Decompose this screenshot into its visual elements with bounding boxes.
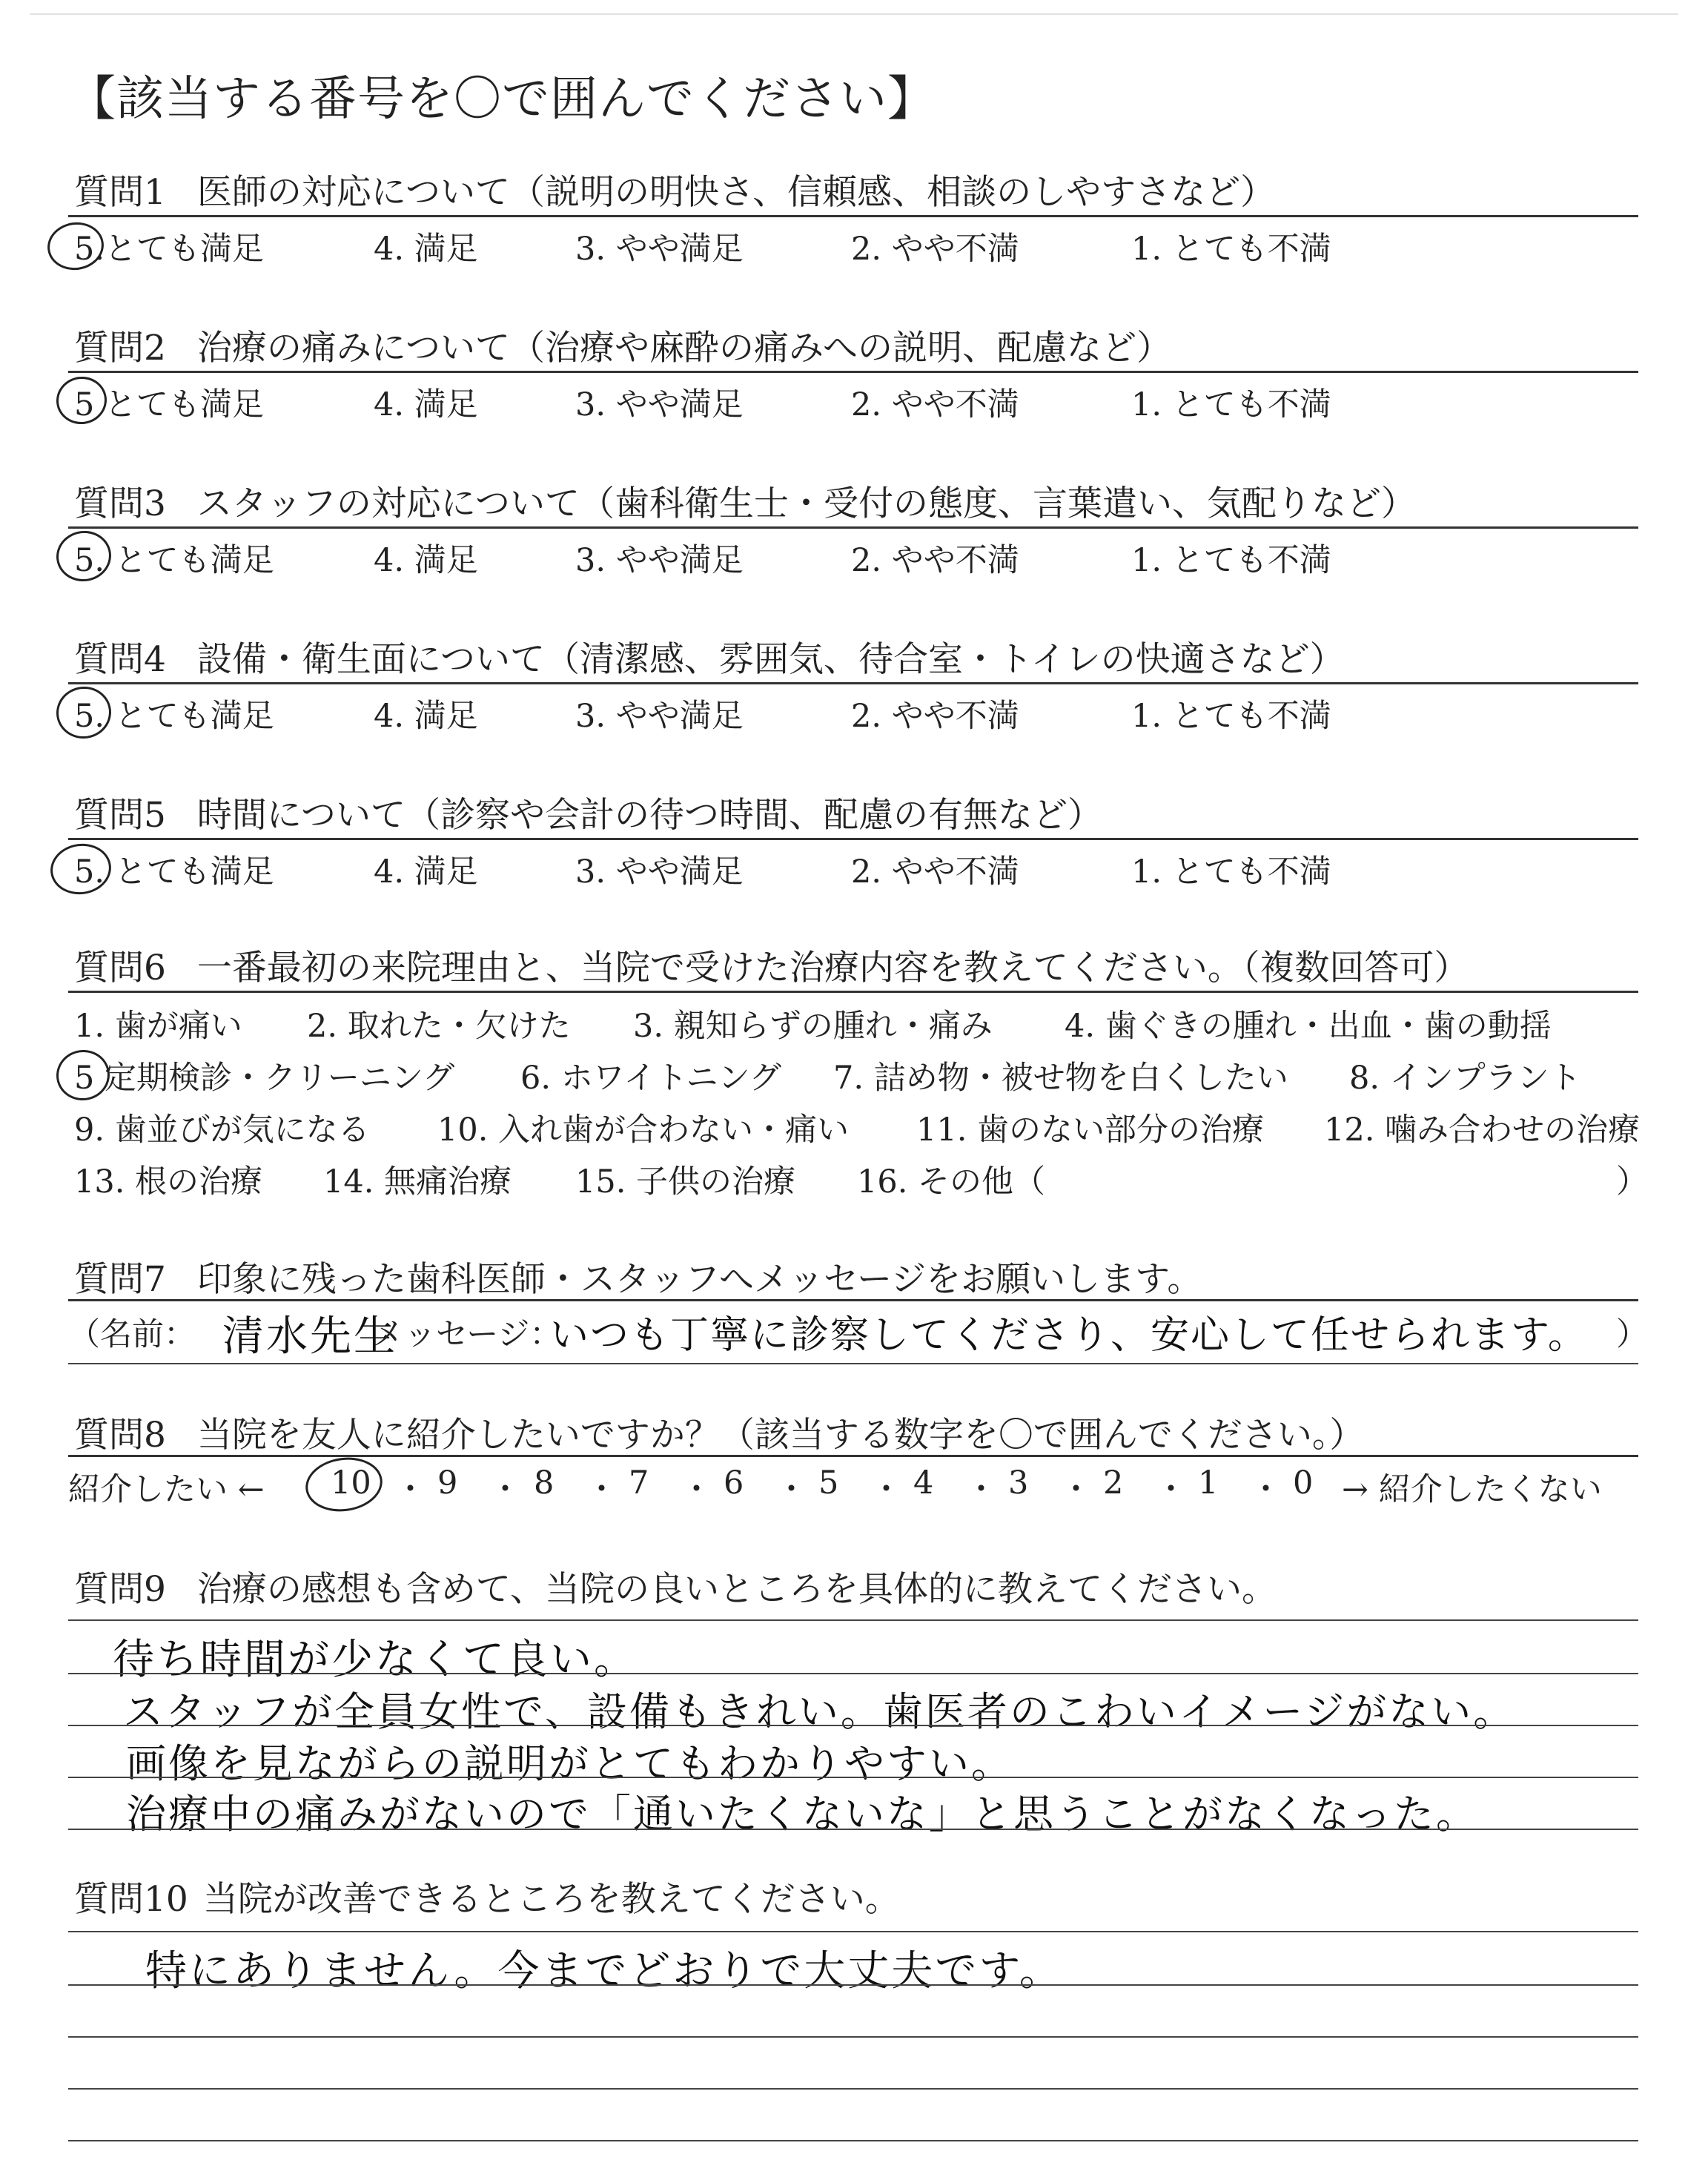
question-text: 医師の対応について（説明の明快さ、信頼感、相談のしやすさなど） <box>196 172 1276 213</box>
scale-2[interactable]: 2 <box>1103 1464 1124 1502</box>
answer-rule <box>68 2088 1638 2090</box>
name-handwritten[interactable]: 清水先生 <box>222 1312 397 1361</box>
scale-separator: ・ <box>1250 1471 1282 1508</box>
answer-rule <box>68 1984 1638 1986</box>
option-5[interactable]: 5 とても満足 <box>74 386 265 423</box>
question-10 <box>74 1872 900 1921</box>
answer-rule <box>68 371 1638 373</box>
option-4[interactable]: 4. 満足 <box>374 853 478 891</box>
scale-5[interactable]: 5 <box>818 1464 839 1502</box>
option-14[interactable]: 14. 無痛治療 <box>323 1163 512 1200</box>
question-text: 治療の痛みについて（治療や麻酔の痛みへの説明、配慮など） <box>196 328 1172 369</box>
option-2[interactable]: 2. やや不満 <box>851 386 1019 423</box>
option-1[interactable]: 1. とても不満 <box>1131 231 1331 268</box>
scale-separator: ・ <box>586 1471 618 1508</box>
scale-0[interactable]: 0 <box>1293 1464 1314 1502</box>
message-close-paren: ） <box>1616 1316 1648 1353</box>
option-5[interactable]: 5.とても満足 <box>74 231 265 268</box>
scale-separator: ・ <box>1155 1471 1187 1508</box>
top-border <box>30 13 1678 15</box>
scale-separator: ・ <box>965 1471 997 1508</box>
option-4[interactable]: 4. 満足 <box>374 231 478 268</box>
answer-rule <box>68 2036 1638 2038</box>
option-1[interactable]: 1. とても不満 <box>1131 386 1331 423</box>
question-3 <box>74 476 1416 526</box>
option-5[interactable]: 5 定期検診・クリーニング <box>74 1060 455 1097</box>
answer-rule <box>68 2140 1638 2141</box>
answer-rule <box>68 1829 1638 1830</box>
scale-separator: ・ <box>775 1471 807 1508</box>
answer-rule <box>68 215 1638 217</box>
question-2 <box>74 320 1171 370</box>
answer-rule <box>68 526 1638 529</box>
question-number: 質問4 <box>74 639 166 680</box>
question-number: 質問2 <box>74 328 166 369</box>
option-16-other[interactable]: 16. その他（ <box>857 1163 1046 1200</box>
answer-rule <box>68 682 1638 684</box>
option-2[interactable]: 2. 取れた・欠けた <box>307 1008 571 1045</box>
recommend-left-label: 紹介したい ← <box>68 1471 265 1508</box>
answer-rule <box>68 1931 1638 1932</box>
scale-separator: ・ <box>489 1471 521 1508</box>
option-2[interactable]: 2. やや不満 <box>851 542 1019 579</box>
option-4[interactable]: 4. 満足 <box>374 386 478 423</box>
scale-9[interactable]: 9 <box>437 1464 458 1502</box>
option-5[interactable]: 5. とても満足 <box>74 853 274 891</box>
scale-10[interactable]: 10 <box>331 1464 371 1502</box>
option-3[interactable]: 3. やや満足 <box>575 698 744 735</box>
answer-line-1[interactable]: 待ち時間が少なくて良い。 <box>113 1636 638 1684</box>
message-handwritten[interactable]: いつも丁寧に診察してくださり、安心して任せられます。 <box>550 1313 1588 1358</box>
scale-3[interactable]: 3 <box>1008 1464 1029 1502</box>
answer-rule <box>68 1673 1638 1674</box>
answer-rule <box>68 1619 1638 1621</box>
answer-line-2[interactable]: スタッフが全員女性で、設備もきれい。歯医者のこわいイメージがない。 <box>123 1688 1516 1735</box>
question-text: 時間について（診察や会計の待つ時間、配慮の有無など） <box>196 795 1102 836</box>
question-4 <box>74 632 1345 681</box>
option-3[interactable]: 3. やや満足 <box>575 853 744 891</box>
page-title: 【該当する番号を〇で囲んでください】 <box>68 72 936 127</box>
option-8[interactable]: 8. インプラント <box>1349 1060 1581 1097</box>
question-text: 当院を友人に紹介したいですか？（該当する数字を〇で囲んでください。） <box>196 1415 1365 1456</box>
other-close-paren: ） <box>1616 1163 1648 1200</box>
answer-rule <box>68 1363 1638 1364</box>
name-label: （名前： <box>68 1316 196 1353</box>
question-5 <box>74 787 1102 837</box>
question-1 <box>74 165 1275 214</box>
question-number: 質問6 <box>74 948 166 988</box>
option-4[interactable]: 4. 満足 <box>374 542 478 579</box>
question-number: 質問10 <box>74 1879 188 1920</box>
scale-separator: ・ <box>394 1471 426 1508</box>
option-7[interactable]: 7. 詰め物・被せ物を白くしたい <box>833 1060 1288 1097</box>
question-text: 当院が改善できるところを教えてください。 <box>202 1879 900 1920</box>
scale-separator: ・ <box>681 1471 712 1508</box>
answer-line-4[interactable]: 治療中の痛みがないので「通いたくないな」と思うことがなくなった。 <box>126 1791 1478 1837</box>
option-13[interactable]: 13. 根の治療 <box>74 1163 263 1200</box>
answer-rule <box>68 1299 1638 1301</box>
question-text: 治療の感想も含めて、当院の良いところを具体的に教えてください。 <box>196 1569 1277 1610</box>
option-2[interactable]: 2. やや不満 <box>851 698 1019 735</box>
question-text: 印象に残った歯科医師・スタッフへメッセージをお願いします。 <box>196 1259 1202 1300</box>
answer-line-3[interactable]: 画像を見ながらの説明がとてもわかりやすい。 <box>126 1740 1013 1787</box>
option-3[interactable]: 3. 親知らずの腫れ・痛み <box>633 1008 993 1045</box>
question-number: 質問8 <box>74 1415 166 1456</box>
scale-1[interactable]: 1 <box>1198 1464 1219 1502</box>
hand-circle-mark <box>302 1453 385 1516</box>
option-5[interactable]: 5. とても満足 <box>74 542 274 579</box>
scale-4[interactable]: 4 <box>913 1464 934 1502</box>
option-3[interactable]: 3. やや満足 <box>575 231 744 268</box>
scale-separator: ・ <box>870 1471 902 1508</box>
answer-rule <box>68 1455 1638 1457</box>
answer-rule <box>68 1725 1638 1726</box>
question-9 <box>74 1562 1277 1611</box>
question-6 <box>74 940 1469 990</box>
option-3[interactable]: 3. やや満足 <box>575 542 744 579</box>
scale-separator: ・ <box>1060 1471 1092 1508</box>
question-text: 一番最初の来院理由と、当院で受けた治療内容を教えてください。（複数回答可） <box>196 948 1469 988</box>
recommend-right-label: → 紹介したくない <box>1342 1471 1602 1508</box>
question-number: 質問7 <box>74 1259 166 1300</box>
question-8 <box>74 1407 1364 1457</box>
option-5[interactable]: 5. とても満足 <box>74 698 274 735</box>
scale-6[interactable]: 6 <box>724 1464 744 1502</box>
question-number: 質問5 <box>74 795 166 836</box>
question-number: 質問9 <box>74 1569 166 1610</box>
option-1[interactable]: 1. とても不満 <box>1131 542 1331 579</box>
answer-rule <box>68 991 1638 993</box>
question-text: 設備・衛生面について（清潔感、雰囲気、待合室・トイレの快適さなど） <box>196 639 1345 680</box>
question-text: スタッフの対応について（歯科衛生士・受付の態度、言葉遣い、気配りなど） <box>196 483 1416 524</box>
message-label: メッセージ： <box>372 1316 562 1353</box>
question-7 <box>74 1252 1202 1301</box>
option-12[interactable]: 12. 噛み合わせの治療 <box>1324 1112 1641 1149</box>
scale-8[interactable]: 8 <box>534 1464 555 1502</box>
option-6[interactable]: 6. ホワイトニング <box>520 1060 781 1097</box>
option-4[interactable]: 4. 歯ぐきの腫れ・出血・歯の動揺 <box>1065 1008 1552 1045</box>
option-9[interactable]: 9. 歯並びが気になる <box>74 1112 370 1149</box>
question-number: 質問1 <box>74 172 166 213</box>
answer-line-1[interactable]: 特にありません。今までどおりで大丈夫です。 <box>145 1947 1063 1995</box>
answer-rule <box>68 1777 1638 1778</box>
option-11[interactable]: 11. 歯のない部分の治療 <box>916 1112 1265 1149</box>
option-10[interactable]: 10. 入れ歯が合わない・痛い <box>437 1112 850 1149</box>
option-1[interactable]: 1. 歯が痛い <box>74 1008 242 1045</box>
question-number: 質問3 <box>74 483 166 524</box>
option-3[interactable]: 3. やや満足 <box>575 386 744 423</box>
option-2[interactable]: 2. やや不満 <box>851 853 1019 891</box>
option-15[interactable]: 15. 子供の治療 <box>575 1163 796 1200</box>
option-1[interactable]: 1. とても不満 <box>1131 853 1331 891</box>
scale-7[interactable]: 7 <box>629 1464 649 1502</box>
option-2[interactable]: 2. やや不満 <box>851 231 1019 268</box>
option-4[interactable]: 4. 満足 <box>374 698 478 735</box>
answer-rule <box>68 838 1638 840</box>
option-1[interactable]: 1. とても不満 <box>1131 698 1331 735</box>
